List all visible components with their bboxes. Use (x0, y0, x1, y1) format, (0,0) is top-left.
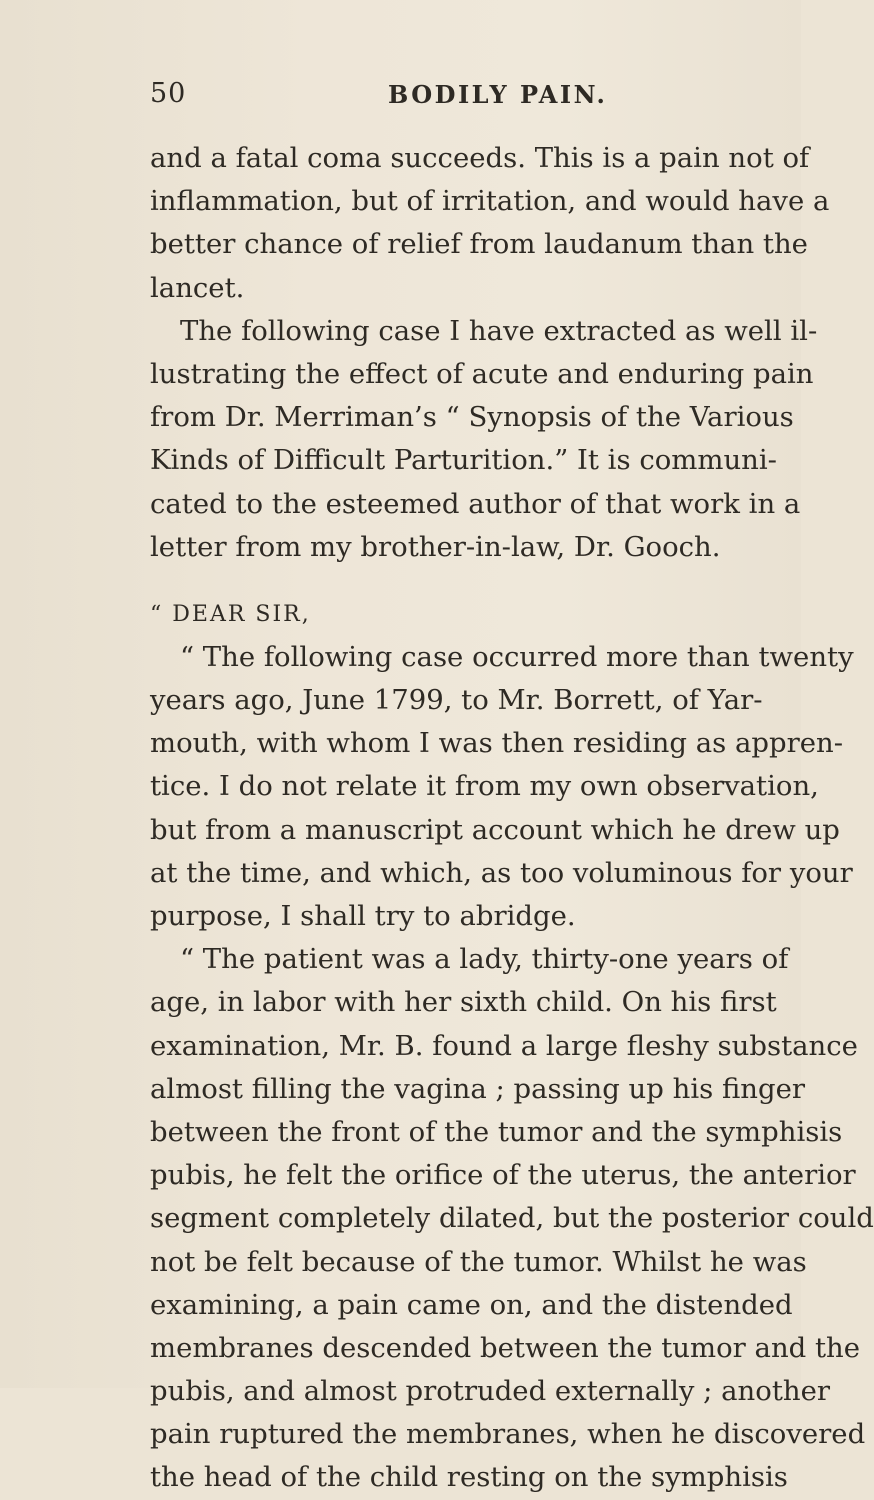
text-line: examining, a pain came on, and the distended (150, 1288, 793, 1321)
text-line: cated to the esteemed author of that work in a (150, 487, 801, 520)
text-line: lustrating the effect of acute and enduring pain (150, 357, 814, 390)
text-line: at the time, and which, as too voluminous for your (150, 856, 853, 889)
letter-salutation: “ DEAR SIR, (150, 601, 311, 627)
text-line: better chance of relief from laudanum than the (150, 228, 808, 261)
text-line: “ The patient was a lady, thirty-one years of (180, 943, 789, 976)
text-line: between the front of the tumor and the symphisis (150, 1115, 843, 1148)
text-line: tice. I do not relate it from my own observation, (150, 770, 819, 803)
text-line: “ The following case occurred more than twenty (180, 640, 854, 673)
text-line: The following case I have extracted as well il- (180, 314, 818, 347)
text-line: but from a manuscript account which he drew up (150, 813, 840, 846)
paragraph-gap (150, 569, 754, 593)
text-line: pubis, and almost protruded externally ; another (150, 1375, 831, 1408)
text-line: years ago, June 1799, to Mr. Borrett, of Yar- (150, 684, 763, 717)
text-line: pubis, he felt the orifice of the uterus, the anterior (150, 1159, 856, 1192)
text-line: not be felt because of the tumor. Whilst he was (150, 1245, 807, 1278)
text-line: almost filling the vagina ; passing up his finger (150, 1072, 806, 1105)
text-line: inflammation, but of irritation, and would have a (150, 185, 830, 218)
text-line: the head of the child resting on the symphisis (150, 1461, 788, 1494)
text-line: mouth, with whom I was then residing as appren- (150, 727, 843, 760)
text-line: and a fatal coma succeeds. This is a pain not of (150, 142, 810, 174)
text-line: lancet. (150, 271, 245, 304)
text-line: pain ruptured the membranes, when he discovered (150, 1418, 866, 1451)
page-header (150, 78, 750, 118)
text-line: letter from my brother-in-law, Dr. Gooch. (150, 530, 721, 563)
text-line: age, in labor with her sixth child. On his first (150, 986, 777, 1019)
text-line: from Dr. Merriman’s “ Synopsis of the Various (150, 401, 794, 434)
page-number: 50 (150, 78, 187, 109)
text-line: examination, Mr. B. found a large fleshy substance (150, 1029, 858, 1062)
text-line: Kinds of Difficult Parturition.” It is communi- (150, 444, 777, 477)
text-line: membranes descended between the tumor and the (150, 1331, 861, 1364)
text-line: segment completely dilated, but the posterior could (150, 1202, 874, 1235)
text-line: purpose, I shall try to abridge. (150, 900, 576, 932)
running-head: BODILY PAIN. (388, 80, 608, 109)
body-text (150, 137, 874, 1500)
